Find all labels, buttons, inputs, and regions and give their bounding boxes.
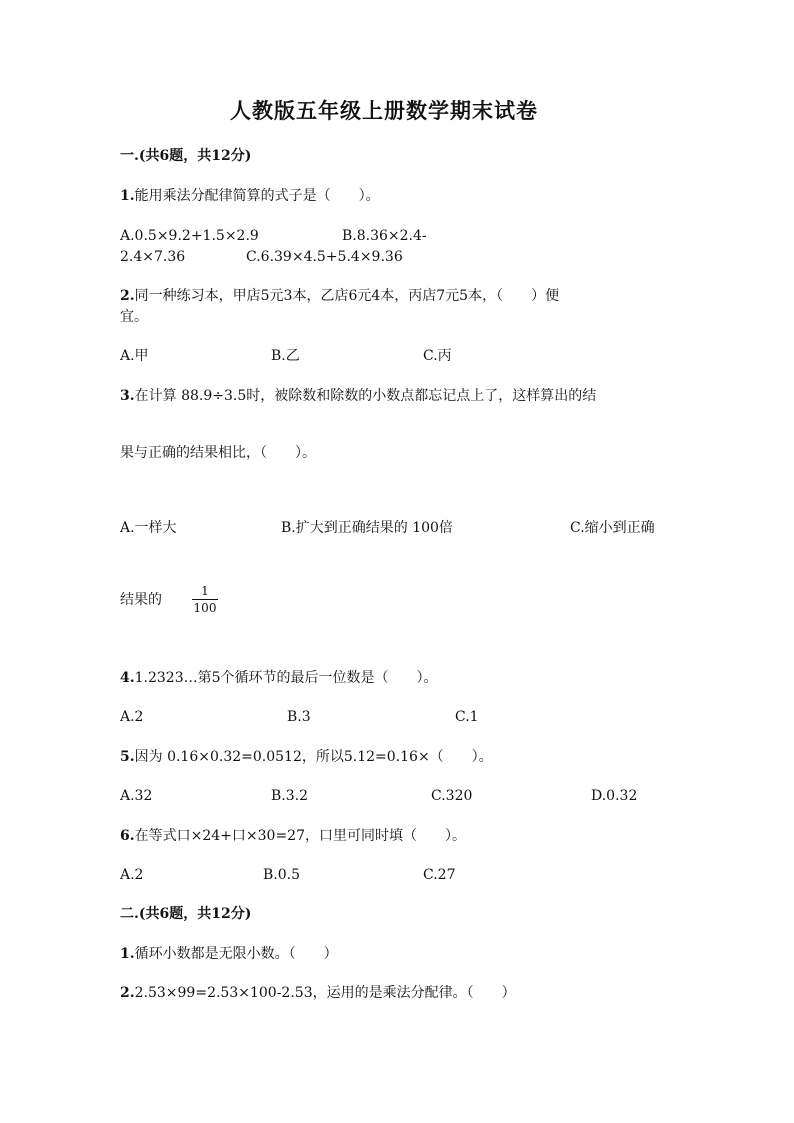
question-number: 4. [120,670,135,686]
question [120,986,516,1000]
question [120,289,559,303]
option: B.3 [287,709,311,725]
question-number: 6. [120,828,135,844]
question [120,947,338,961]
option: 2.4×7.36 [120,249,186,265]
question-text: 因为 0.16×0.32=0.0512，所以5.12=0.16×（ ）。 [134,749,493,765]
question [120,189,380,203]
question-number: 5. [120,749,135,765]
question-text-cont: 果与正确的结果相比，（ ）。 [120,445,316,461]
option: C.缩小到正确 [570,520,655,536]
option: C.1 [455,709,479,725]
question [120,750,493,764]
option: B.8.36×2.4- [342,228,427,244]
option-cont: 结果的 [120,592,162,608]
question-number: 2. [120,288,135,304]
option: C.27 [423,867,456,883]
question-text: 同一种练习本，甲店5元3本，乙店6元4本，丙店7元5本，（ ）便 [134,288,560,304]
question-number: 2. [120,985,135,1001]
option: B.扩大到正确结果的 100倍 [281,520,453,536]
option: C.320 [431,788,473,804]
question [120,829,466,843]
option: A.甲 [120,348,149,364]
question-number: 3. [120,388,135,404]
question-text: 在等式口×24+口×30=27，口里可同时填（ ）。 [134,828,466,844]
option: A.2 [120,709,144,725]
page-title: 人教版五年级上册数学期末试卷 [230,98,538,123]
question-text: 能用乘法分配律简算的式子是（ ）。 [134,188,380,204]
fraction-denominator: 100 [193,601,217,615]
question-number: 1. [120,188,135,204]
option: B.乙 [271,348,300,364]
option: C.丙 [423,348,452,364]
section-header: 二.(共6题，共12分) [120,906,252,922]
question-text: 2.53×99=2.53×100-2.53，运用的是乘法分配律。（ ） [134,985,516,1001]
question-text-cont: 宜。 [120,309,148,325]
question [120,671,438,685]
option: A.2 [120,867,144,883]
option: A.0.5×9.2+1.5×2.9 [120,228,259,244]
question-text: 1.2323…第5个循环节的最后一位数是（ ）。 [134,670,438,686]
question-number: 1. [120,946,135,962]
section-header: 一.(共6题，共12分) [120,148,252,164]
option: B.3.2 [271,788,309,804]
option: A.32 [120,788,153,804]
fraction-numerator: 1 [201,584,209,598]
option: D.0.32 [591,788,638,804]
option: A.一样大 [120,520,177,536]
question-text: 在计算 88.9÷3.5时，被除数和除数的小数点都忘记点上了，这样算出的结 [134,388,597,404]
question-text: 循环小数都是无限小数。（ ） [134,946,338,962]
question [120,389,596,403]
option: C.6.39×4.5+5.4×9.36 [246,249,403,265]
fraction [190,585,220,614]
option: B.0.5 [263,867,301,883]
